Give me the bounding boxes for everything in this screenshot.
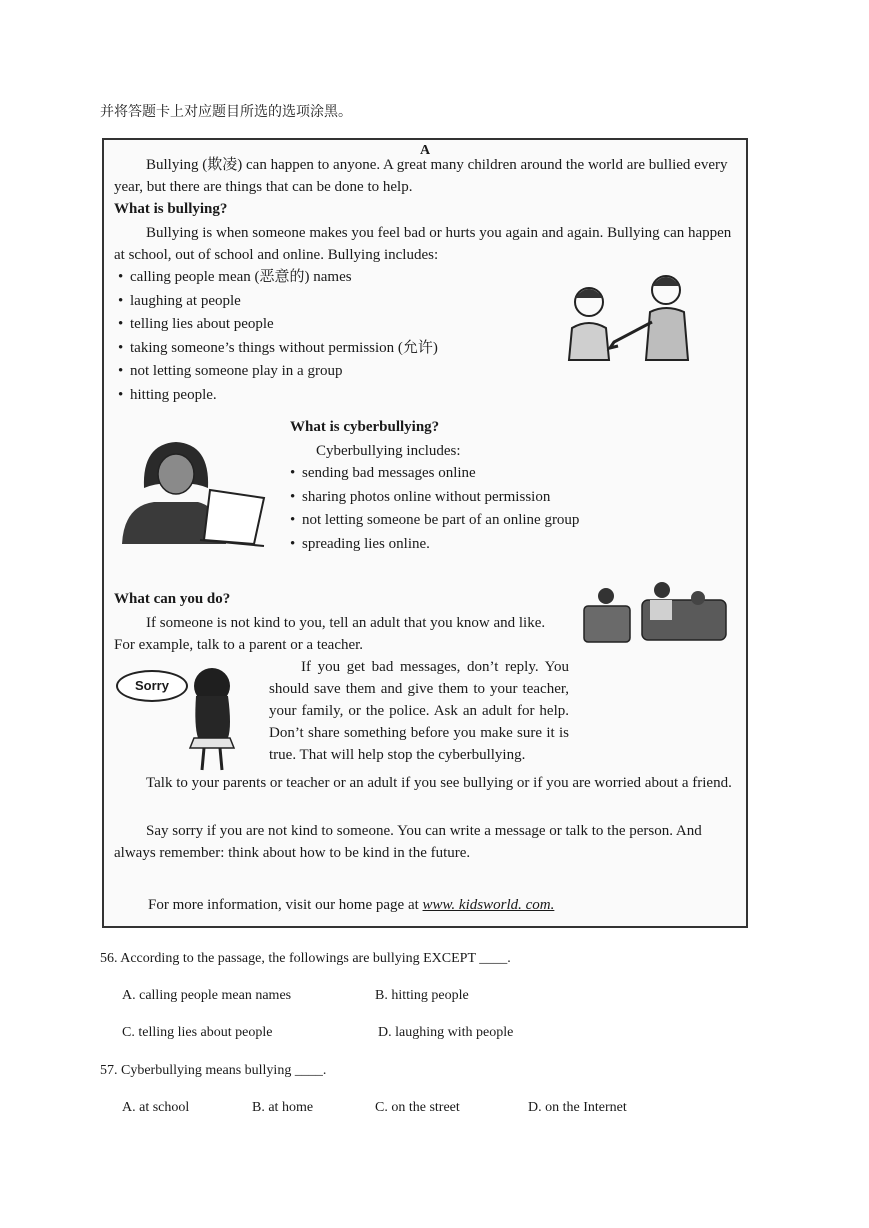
more-info-line (148, 894, 554, 916)
heading-what-can-you-do: What can you do? (114, 591, 231, 607)
heading-what-is-cyberbullying: What is cyberbullying? (290, 419, 440, 435)
paragraph-talk-to-parents: Talk to your parents or teacher or an adult if you see bullying or if you are worried about a friend. (146, 775, 732, 791)
reading-passage (102, 138, 748, 928)
website-link[interactable]: www. kidsworld. com. (422, 897, 555, 913)
passage-heading: A (420, 143, 431, 158)
option-57-c[interactable]: C. on the street (375, 1100, 460, 1115)
heading-what-is-bullying: What is bullying? (114, 201, 228, 217)
option-56-b[interactable]: B. hitting people (375, 988, 469, 1003)
question-56: 56. According to the passage, the followings are bullying EXCEPT ____. (100, 951, 511, 966)
bully-pointing-illustration (554, 270, 714, 370)
list-item: • calling people mean (恶意的) names (118, 266, 538, 290)
more-info-text: For more information, visit our home page at (148, 897, 419, 913)
intro-instruction: 并将答题卡上对应题目所选的选项涂黑。 (100, 104, 352, 120)
family-talking-illustration (580, 580, 730, 650)
list-item: • spreading lies online. (290, 533, 710, 557)
list-item: • sharing photos online without permission (290, 486, 710, 510)
paragraph-bad-messages: If you get bad messages, don’t reply. You should save them and give them to your teacher, your family, or the police. Ask an adult for help. Don’t share something before you make sure it is true. That will help stop the cyberbullying. (269, 659, 569, 763)
list-item: • not letting someone be part of an online group (290, 509, 710, 533)
sorry-speech-bubble: Sorry (116, 670, 188, 702)
girl-laptop-illustration (114, 436, 274, 554)
option-56-c[interactable]: C. telling lies about people (122, 1025, 273, 1040)
option-56-d[interactable]: D. laughing with people (378, 1025, 514, 1040)
question-57: 57. Cyberbullying means bullying ____. (100, 1063, 327, 1078)
list-item: • sending bad messages online (290, 462, 710, 486)
list-item: • laughing at people (118, 290, 538, 314)
paragraph-bullying-definition: Bullying is when someone makes you feel bad or hurts you again and again. Bullying can happen at school, out of school and online. Bullying includes: (114, 225, 732, 263)
option-57-a[interactable]: A. at school (122, 1100, 190, 1115)
paragraph-say-sorry: Say sorry if you are not kind to someone. You can write a message or talk to the person. And always remember: think about how to be kind in the future. (114, 823, 702, 861)
option-57-b[interactable]: B. at home (252, 1100, 314, 1115)
cyberbullying-list (290, 462, 710, 556)
sad-girl-illustration (176, 666, 246, 776)
option-56-a[interactable]: A. calling people mean names (122, 988, 292, 1003)
bullying-list (118, 266, 538, 407)
list-item: • taking someone’s things without permission (允许) (118, 337, 538, 361)
list-item: • not letting someone play in a group (118, 360, 538, 384)
list-item: • hitting people. (118, 384, 538, 408)
list-item: • telling lies about people (118, 313, 538, 337)
paragraph-tell-adult: If someone is not kind to you, tell an adult that you know and like. For example, talk to a parent or a teacher. (114, 615, 546, 653)
paragraph-intro: Bullying (欺凌) can happen to anyone. A great many children around the world are bullied every year, but there are things that can be done to help. (114, 157, 728, 195)
cyberbullying-intro: Cyberbullying includes: (316, 443, 461, 459)
option-57-d[interactable]: D. on the Internet (528, 1100, 627, 1115)
